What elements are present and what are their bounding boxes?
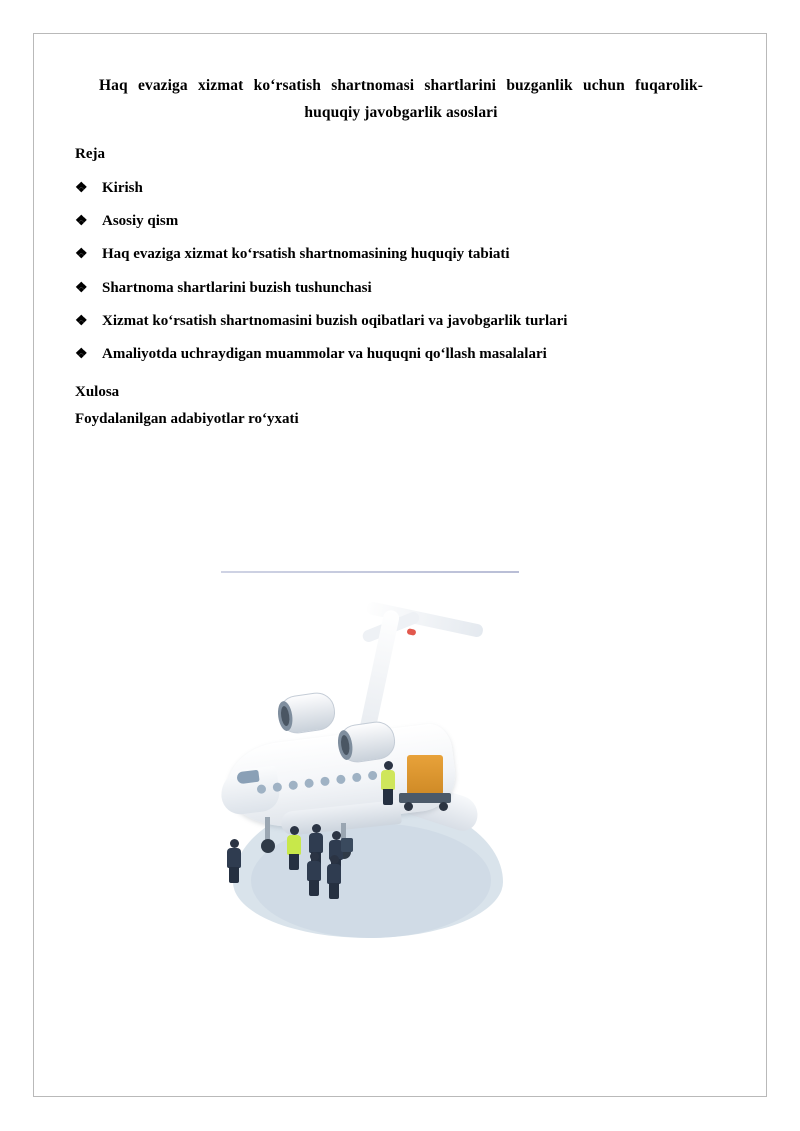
person-body [327,864,341,884]
document-body [75,72,727,432]
diamond-bullet-icon: ❖ [75,280,88,296]
figure-canvas [221,573,519,955]
ground-crew-member [381,761,395,805]
person-legs [309,880,319,896]
luggage-icon [341,838,353,852]
list-item [75,272,727,305]
list-item [75,172,727,205]
plan-heading: Reja [75,146,105,163]
tail-logo-icon [406,628,416,636]
person-head [384,761,393,770]
ground-crew-member [307,852,321,896]
person-head [230,839,239,848]
ground-crew-member [327,855,341,899]
person-vest [287,835,301,855]
person-head [290,826,299,835]
engine-upper [277,690,338,735]
references-heading: Foydalanilgan adabiyotlar ro‘yxati [75,410,299,427]
airplane-ground-crew-illustration [221,567,519,955]
list-item [75,238,727,271]
list-item [75,205,727,238]
person-legs [289,854,299,870]
cart-wheel [439,802,448,811]
list-item [75,305,727,338]
person-head [330,855,339,864]
conclusion-heading: Xulosa [75,384,120,401]
diamond-bullet-icon: ❖ [75,347,88,362]
person-head [332,831,341,840]
person-head [310,852,319,861]
toc-item-label: Haq evaziga xizmat ko‘rsatish shartnomasining huquqiy tabiati [102,246,510,263]
document-page [33,33,767,1097]
person-legs [229,867,239,883]
toc-item-label: Kirish [102,179,143,196]
person-vest [381,770,395,790]
diamond-bullet-icon: ❖ [75,180,88,196]
toc-item-label: Xizmat ko‘rsatish shartnomasini buzish oqibatlari va javobgarlik turlari [102,312,568,329]
diamond-bullet-icon: ❖ [75,214,88,229]
person-body [227,848,241,868]
person-body [309,833,323,853]
person-body [307,861,321,881]
document-tail [75,379,727,432]
diamond-bullet-icon: ❖ [75,313,88,329]
cart-wheel [404,802,413,811]
person-legs [329,883,339,899]
diamond-bullet-icon: ❖ [75,247,88,263]
toc-item-label: Asosiy qism [102,213,179,229]
person-legs [383,789,393,805]
cargo-container [407,755,443,795]
ground-crew-member [287,826,301,870]
wheel-front [261,839,275,853]
list-item [75,338,727,371]
ground-crew-member [227,839,241,883]
table-of-contents [75,172,727,372]
toc-item-label: Shartnoma shartlarini buzish tushunchasi [102,279,372,296]
page-title: Haq evaziga xizmat ko‘rsatish shartnomasi shartlarini buzganlik uchun fuqarolik-huquqiy javobgarlik asoslari [99,77,703,122]
toc-item-label: Amaliyotda uchraydigan muammolar va huquqni qo‘llash masalalari [102,346,547,362]
engine-intake-icon [276,700,294,732]
person-head [312,824,321,833]
